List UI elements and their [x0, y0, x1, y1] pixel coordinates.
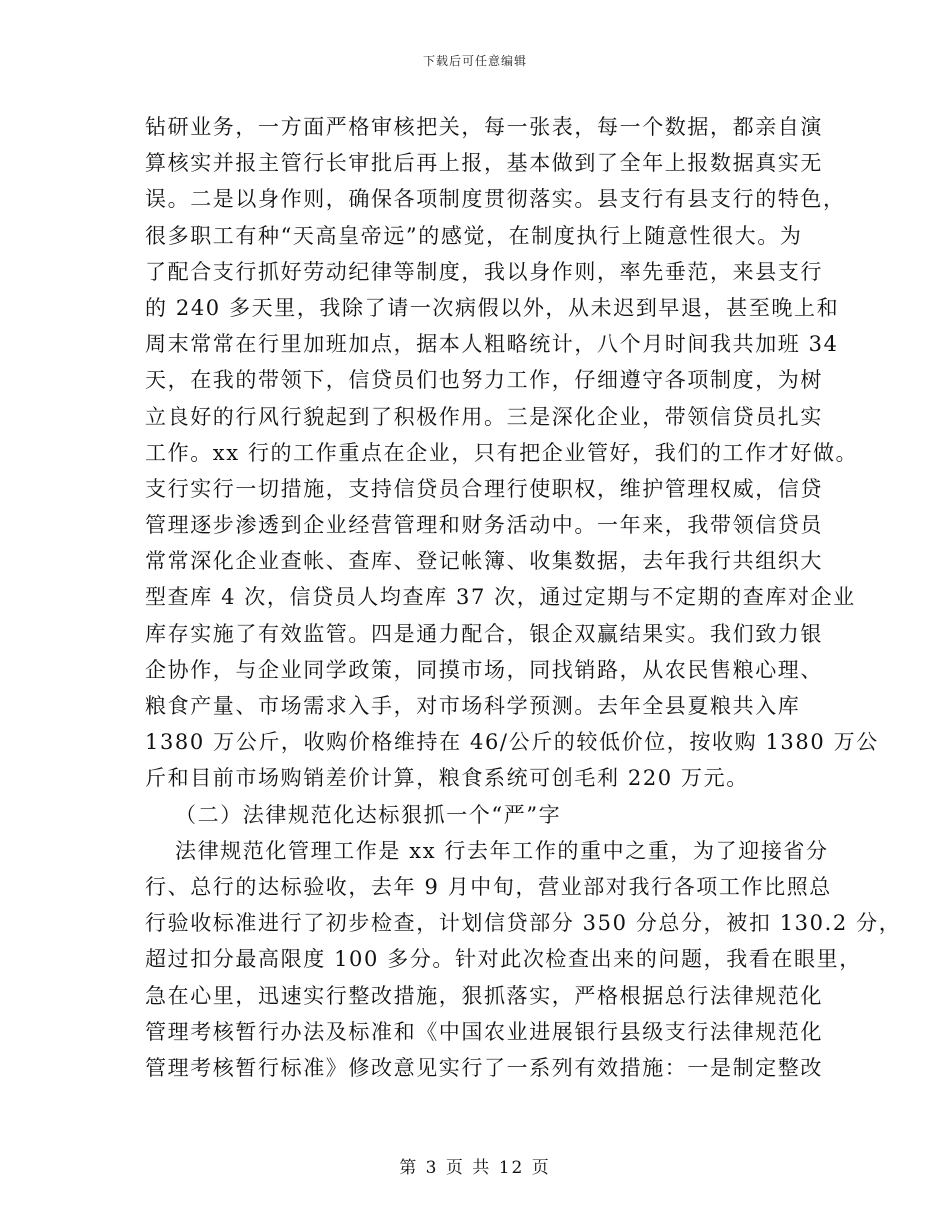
page-number-footer: 第 3 页 共 12 页 [399, 1158, 551, 1178]
body-line: 支行实行一切措施，支持信贷员合理行使职权，维护管理权威，信贷 [145, 476, 823, 501]
body-line: 的 240 多天里，我除了请一次病假以外，从未迟到早退，甚至晚上和 [145, 295, 840, 320]
body-line: 工作。xx 行的工作重点在企业，只有把企业管好，我们的工作才好做。 [145, 440, 859, 465]
body-line: 误。二是以身作则，确保各项制度贯彻落实。县支行有县支行的特色， [145, 187, 846, 212]
body-line: 管理逐步渗透到企业经营管理和财务活动中。一年来，我带领信贷员 [145, 513, 823, 538]
body-line: 库存实施了有效监管。四是通力配合，银企双赢结果实。我们致力银 [145, 621, 823, 646]
document-body [145, 109, 902, 1086]
body-line: 行、总行的达标验收，去年 9 月中旬，营业部对我行各项工作比照总 [145, 874, 832, 899]
page-header: 下载后可任意编辑 [422, 54, 527, 68]
body-line: 了配合支行抓好劳动纪律等制度，我以身作则，率先垂范，来县支行 [145, 259, 823, 284]
body-line: 斤和目前市场购销差价计算，粮食系统可创毛利 220 万元。 [145, 766, 749, 791]
body-line: 周末常常在行里加班加点，据本人粗略统计，八个月时间我共加班 34 [145, 332, 839, 357]
body-line: 立良好的行风行貌起到了积极作用。三是深化企业，带领信贷员扎实 [145, 404, 823, 429]
body-line: 常常深化企业查帐、查库、登记帐簿、收集数据，去年我行共组织大 [145, 549, 823, 574]
body-line: 企协作，与企业同学政策，同摸市场，同找销路，从农民售粮心理、 [145, 657, 823, 682]
body-line: 很多职工有种“天高皇帝远”的感觉，在制度执行上随意性很大。为 [145, 223, 803, 248]
body-line: 型查库 4 次，信贷员人均查库 37 次，通过定期与不定期的查库对企业 [145, 585, 856, 610]
body-line: 行验收标准进行了初步检查，计划信贷部分 350 分总分，被扣 130.2 分， [145, 911, 902, 936]
body-line: 管理考核暂行办法及标准和《中国农业进展银行县级支行法律规范化 [145, 1019, 823, 1044]
body-line: 天，在我的带领下，信贷员们也努力工作，仔细遵守各项制度，为树 [145, 368, 823, 393]
body-line: 急在心里，迅速实行整改措施，狠抓落实，严格根据总行法律规范化 [145, 983, 823, 1008]
body-line: 1380 万公斤，收购价格维持在 46/公斤的较低价位，按收购 1380 万公 [145, 730, 879, 755]
body-line: 管理考核暂行标准》修改意见实行了一系列有效措施：一是制定整改 [145, 1055, 823, 1080]
body-line: 法律规范化管理工作是 xx 行去年工作的重中之重，为了迎接省分 [175, 838, 829, 863]
body-line: 钻研业务，一方面严格审核把关，每一张表，每一个数据，都亲自演 [145, 115, 823, 139]
body-line: 算核实并报主管行长审批后再上报，基本做到了全年上报数据真实无 [145, 151, 823, 176]
body-line: 粮食产量、市场需求入手，对市场科学预测。去年全县夏粮共入库 [145, 694, 801, 718]
section-heading: （二）法律规范化达标狠抓一个“严”字 [175, 802, 562, 827]
body-line: 超过扣分最高限度 100 多分。针对此次检查出来的问题，我看在眼里， [145, 947, 862, 972]
